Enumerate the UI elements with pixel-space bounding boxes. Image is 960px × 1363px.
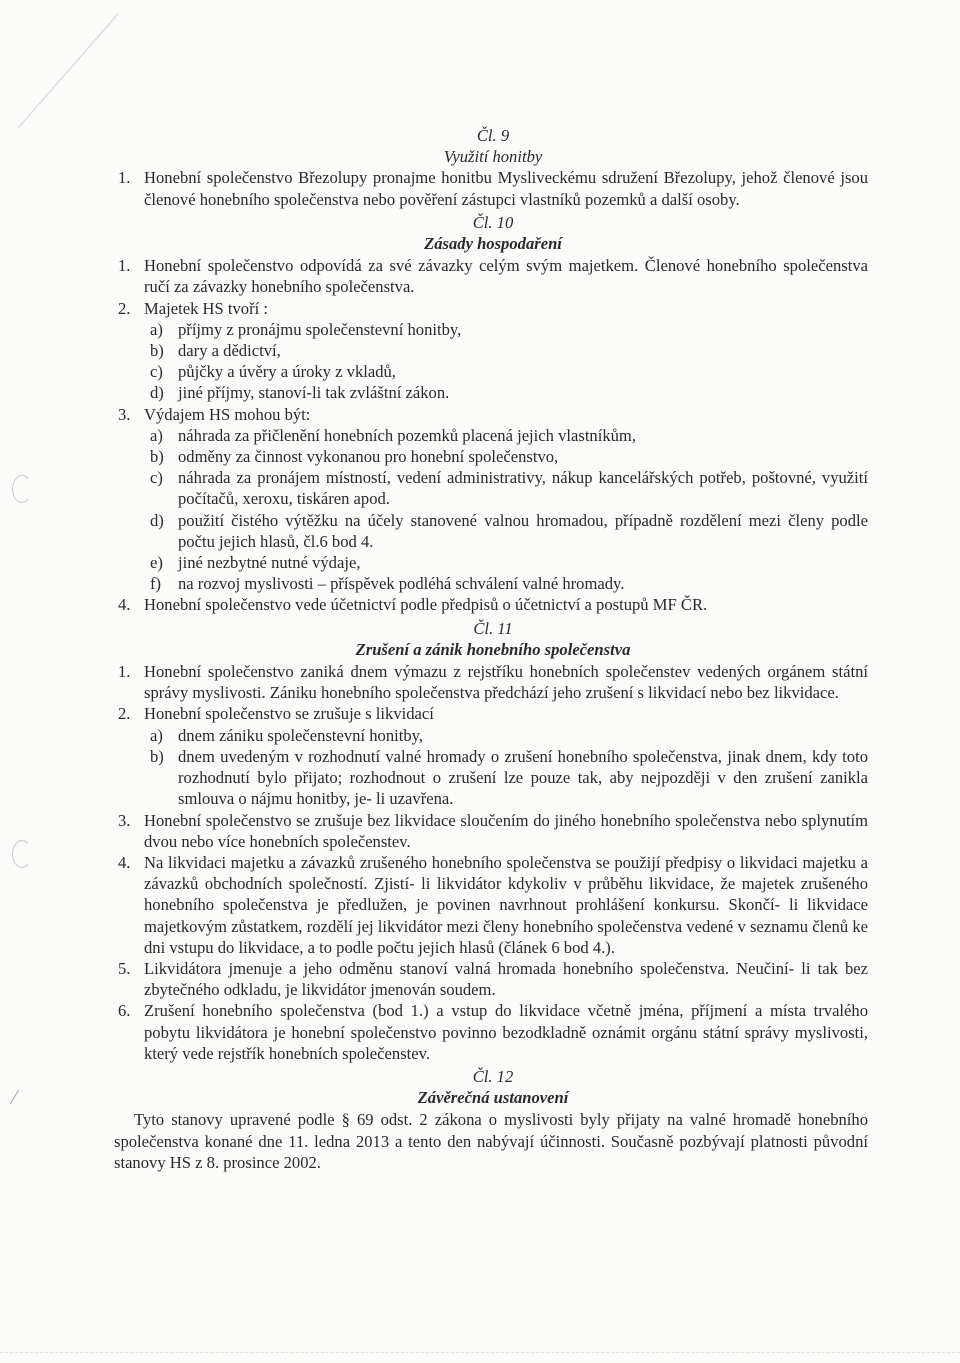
sub-item-text: příjmy z pronájmu společenstevní honitby, xyxy=(178,319,462,339)
sub-item xyxy=(118,746,868,810)
sub-item xyxy=(118,725,868,746)
sub-item xyxy=(118,319,868,340)
article-number: Čl. 9 xyxy=(476,126,510,145)
item-number: 6. xyxy=(118,1001,131,1021)
punch-hole-mark xyxy=(12,840,32,868)
item-text: Likvidátora jmenuje a jeho odměnu stanoví valná hromada honebního společenstva. Neučiní- li tak bez zbytečného odkladu, je likvidátor jmenován soudem. xyxy=(144,958,868,1000)
sub-item xyxy=(118,361,868,382)
sub-item-text: dnem zániku společenstevní honitby, xyxy=(178,725,424,745)
item-number: 2. xyxy=(118,298,131,318)
item-number: 5. xyxy=(118,958,131,978)
article-item xyxy=(118,852,868,958)
item-number: 3. xyxy=(118,404,131,424)
sub-item-letter: c) xyxy=(150,362,163,382)
article-item xyxy=(118,594,868,615)
article-number: Čl. 11 xyxy=(473,618,513,638)
sub-item xyxy=(118,446,868,467)
sub-item-letter: d) xyxy=(150,383,164,403)
item-number: 1. xyxy=(118,256,131,276)
item-text: Honební společenstvo vede účetnictví podle předpisů o účetnictví a postupů MF ČR. xyxy=(144,595,708,615)
article-item xyxy=(118,703,868,724)
article-number: Čl. 10 xyxy=(472,212,514,232)
article-item xyxy=(118,167,868,209)
sub-item-letter: b) xyxy=(150,746,164,766)
scan-artifact-bottom-edge xyxy=(0,1352,960,1353)
article-title: Závěrečná ustanovení xyxy=(417,1088,569,1108)
article-item xyxy=(118,298,868,319)
sub-item-text: jiné příjmy, stanoví-li tak zvláštní zákon. xyxy=(178,383,450,403)
item-number: 2. xyxy=(118,704,131,724)
sub-item-text: na rozvoj myslivosti – příspěvek podléhá schválení valné hromady. xyxy=(178,574,625,594)
sub-item-letter: e) xyxy=(150,553,163,573)
article-item xyxy=(118,661,868,703)
sub-item-letter: d) xyxy=(150,510,164,530)
sub-item-text: náhrada za pronájem místností, vedení administrativy, nákup kancelářských potřeb, poštovné, využití počítačů, xeroxu, tiskáren apod. xyxy=(178,468,868,509)
item-number: 4. xyxy=(118,595,131,615)
sub-item-text: použití čistého výtěžku na účely stanovené valnou hromadou, případně rozdělení mezi členy podle počtu jejich hlasů, čl.6 bod 4. xyxy=(178,510,868,551)
sub-item xyxy=(118,340,868,361)
punch-hole-mark xyxy=(12,475,32,503)
item-text: Honební společenstvo zaniká dnem výmazu z rejstříku honebních společenstev vedených orgánem státní správy myslivosti. Zániku honebního společenstva předchází jeho zrušení s likvidací nebo bez likvidace. xyxy=(144,662,868,703)
sub-item-text: půjčky a úvěry a úroky z vkladů, xyxy=(178,362,396,382)
item-number: 4. xyxy=(118,852,131,872)
sub-item xyxy=(118,425,868,446)
item-text: Výdajem HS mohou být: xyxy=(144,404,311,424)
item-text: Majetek HS tvoří : xyxy=(144,298,268,318)
sub-item-letter: a) xyxy=(150,425,163,445)
sub-item-letter: f) xyxy=(150,574,162,594)
sub-item-text: odměny za činnost vykonanou pro honební společenstvo, xyxy=(178,447,559,467)
scan-artifact-mark xyxy=(10,1090,27,1104)
sub-item-letter: a) xyxy=(150,725,163,745)
sub-item-text: náhrada za přičlenění honebních pozemků placená jejich vlastníkům, xyxy=(178,425,636,445)
sub-item-text: jiné nezbytné nutné výdaje, xyxy=(178,553,361,573)
item-text: Na likvidaci majetku a závazků zrušeného honebního společenstva se použijí předpisy o likvidaci majetku a závazků obchodních společností. Zjistí- li likvidátor kdykoliv v průběhu likvidace, že majetek zrušeného honebního společenstva je předlužen, je povinen navrhnout prohlášení konkursu. Skončí- li likvidace majetkovým zůstatkem, rozdělí jej likvidátor mezi členy honebního společenstva vedené v seznamu členů ke dni vstupu do likvidace, a to podle počtu jejich hlasů (článek 6 bod 4.). xyxy=(144,852,868,957)
item-text: Honební společenstvo odpovídá za své závazky celým svým majetkem. Členové honebního společenstva ručí za závazky honebního společenstva. xyxy=(144,256,868,297)
closing-paragraph: Tyto stanovy upravené podle § 69 odst. 2 zákona o myslivosti byly přijaty na valné hromadě honebního společenstva konané dne 11. ledna 2013 a tento den nabývají účinnosti. Současně pozbývají platnosti původní stanovy HS z 8. prosince 2002. xyxy=(114,1110,868,1172)
sub-item xyxy=(118,467,868,509)
sub-item-letter: b) xyxy=(150,447,164,467)
item-text: Honební společenstvo se zrušuje bez likvidace sloučením do jiného honebního společenstva nebo splynutím dvou nebo více honebních společenstev. xyxy=(144,810,868,851)
sub-item-letter: a) xyxy=(150,319,163,339)
sub-item-text: dnem uvedeným v rozhodnutí valné hromady o zrušení honebního společenstva, jinak dnem, kdy toto rozhodnutí bylo přijato; rozhodnout o zrušení lze pouze tak, aby nejpozději v den zrušení zanikla smlouva o nájmu honitby, je- li uzavřena. xyxy=(178,746,868,809)
article-title: Zásady hospodaření xyxy=(424,234,562,254)
article-item xyxy=(118,810,868,852)
item-text: Honební společenstvo Březolupy pronajme honitbu Mysliveckému sdružení Březolupy, jehož členové jsou členové honebního společenstva nebo pověření zástupci vlastníků pozemků a další osoby. xyxy=(144,168,868,209)
item-text: Honební společenstvo se zrušuje s likvidací xyxy=(144,704,434,724)
article-item xyxy=(118,1000,868,1064)
sub-item xyxy=(118,510,868,552)
sub-item-text: dary a dědictví, xyxy=(178,341,281,361)
article-title: Využití honitby xyxy=(443,147,543,167)
article-title: Zrušení a zánik honebního společenstva xyxy=(355,639,631,659)
article-number: Čl. 12 xyxy=(472,1066,514,1086)
article-item xyxy=(118,255,868,297)
item-number: 1. xyxy=(118,168,131,188)
sub-item xyxy=(118,552,868,573)
item-number: 3. xyxy=(118,810,131,830)
item-text: Zrušení honebního společenstva (bod 1.) a vstup do likvidace včetně jména, příjmení a místa trvalého pobytu likvidátora je honební společenstvo povinno bezodkladně oznámit orgánu státní správy myslivosti, který vede rejstřík honebních společenstev. xyxy=(144,1001,868,1063)
sub-item-letter: c) xyxy=(150,468,163,488)
sub-item-letter: b) xyxy=(150,341,164,361)
item-number: 1. xyxy=(118,662,131,682)
article-item xyxy=(118,958,868,1000)
article-item xyxy=(118,404,868,425)
document-body xyxy=(114,123,868,1173)
sub-item xyxy=(118,573,868,594)
scan-artifact-line xyxy=(0,0,140,140)
sub-item xyxy=(118,382,868,403)
